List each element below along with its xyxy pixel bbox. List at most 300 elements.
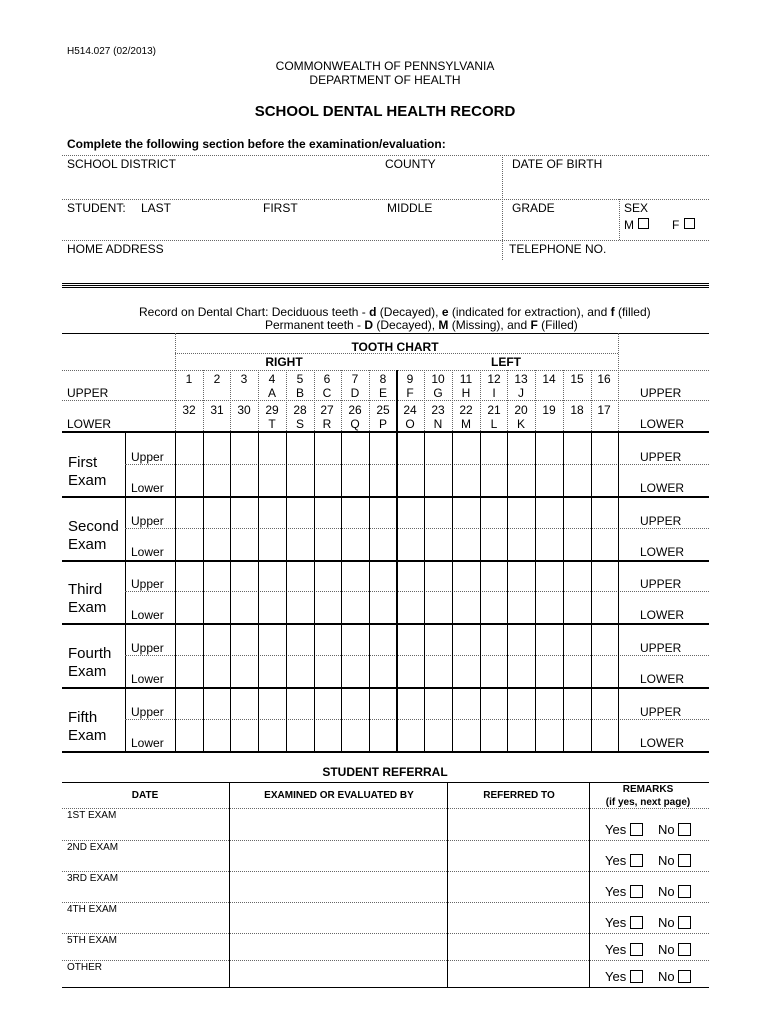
upper-tooth-cell[interactable] <box>481 562 507 590</box>
right-label: RIGHT <box>265 355 303 369</box>
lower-label-left: LOWER <box>67 417 112 431</box>
upper-tooth-cell[interactable] <box>425 499 451 527</box>
referral-title: STUDENT REFERRAL <box>322 765 448 779</box>
lower-tooth-cell[interactable] <box>342 657 368 685</box>
divider <box>563 370 564 431</box>
upper-tooth-number: 7 <box>351 372 359 386</box>
upper-tooth-cell[interactable] <box>453 626 479 654</box>
upper-tooth-cell[interactable] <box>481 690 507 718</box>
left-label: LEFT <box>491 355 521 369</box>
chart-header-border <box>62 431 709 433</box>
lower-tooth-letter: K <box>516 417 526 431</box>
upper-tooth-cell[interactable] <box>342 499 368 527</box>
upper-tooth-cell[interactable] <box>287 626 313 654</box>
lower-tooth-cell[interactable] <box>425 657 451 685</box>
lower-tooth-cell[interactable] <box>481 593 507 621</box>
lower-tooth-cell[interactable] <box>453 721 479 749</box>
upper-tooth-cell[interactable] <box>204 690 230 718</box>
section-separator <box>62 283 709 289</box>
upper-tooth-cell[interactable] <box>536 435 562 463</box>
upper-tooth-cell[interactable] <box>564 690 590 718</box>
upper-tooth-cell[interactable] <box>564 562 590 590</box>
lower-tooth-letter: R <box>322 417 332 431</box>
sex-female-checkbox[interactable] <box>684 218 695 229</box>
lower-tooth-cell[interactable] <box>342 721 368 749</box>
lower-tooth-cell[interactable] <box>204 466 230 494</box>
lower-tooth-cell[interactable] <box>592 593 618 621</box>
divider <box>62 871 709 872</box>
upper-tooth-cell[interactable] <box>204 499 230 527</box>
divider <box>341 370 342 431</box>
upper-tooth-cell[interactable] <box>398 435 424 463</box>
upper-tooth-cell[interactable] <box>425 690 451 718</box>
upper-tooth-number: 14 <box>542 372 556 386</box>
lower-tooth-cell[interactable] <box>453 593 479 621</box>
lower-tooth-letter: Q <box>350 417 360 431</box>
lower-tooth-cell[interactable] <box>231 530 257 558</box>
date-of-birth-label: DATE OF BIRTH <box>512 157 603 171</box>
form-title: SCHOOL DENTAL HEALTH RECORD <box>254 103 516 120</box>
upper-tooth-cell[interactable] <box>508 690 534 718</box>
exam-name-line2: Exam <box>68 536 107 553</box>
divider <box>125 655 709 656</box>
sex-male-checkbox[interactable] <box>638 218 649 229</box>
no-checkbox[interactable] <box>678 970 691 983</box>
lower-tooth-cell[interactable] <box>564 466 590 494</box>
upper-tooth-cell[interactable] <box>453 435 479 463</box>
upper-tooth-cell[interactable] <box>370 562 396 590</box>
divider <box>502 155 503 260</box>
yes-checkbox[interactable] <box>630 885 643 898</box>
upper-tooth-cell[interactable] <box>315 690 341 718</box>
upper-tooth-cell[interactable] <box>287 690 313 718</box>
upper-tooth-number: 6 <box>323 372 331 386</box>
lower-tooth-cell[interactable] <box>315 657 341 685</box>
sex-label: SEX <box>624 201 649 215</box>
referral-row-label: 3RD EXAM <box>67 873 119 884</box>
upper-tooth-cell[interactable] <box>315 435 341 463</box>
legend-deciduous: Record on Dental Chart: Deciduous teeth - d (Decayed), e (indicated for extraction), and f (filled) <box>139 305 651 319</box>
divider <box>507 370 508 431</box>
lower-tooth-cell[interactable] <box>315 530 341 558</box>
lower-tooth-cell[interactable] <box>287 657 313 685</box>
upper-tooth-cell[interactable] <box>315 562 341 590</box>
lower-tooth-cell[interactable] <box>287 593 313 621</box>
no-label: No <box>658 822 675 837</box>
yes-checkbox[interactable] <box>630 854 643 867</box>
no-label: No <box>658 942 675 957</box>
upper-tooth-cell[interactable] <box>536 499 562 527</box>
upper-label-left: UPPER <box>67 386 109 400</box>
divider <box>286 370 287 431</box>
exam-name-line1: Fifth <box>68 709 98 726</box>
lower-tooth-cell[interactable] <box>592 657 618 685</box>
divider <box>424 370 425 431</box>
lower-tooth-cell[interactable] <box>231 657 257 685</box>
lower-tooth-cell[interactable] <box>315 721 341 749</box>
lower-row-label: Lower <box>131 608 164 622</box>
divider <box>258 370 259 431</box>
yes-label: Yes <box>605 884 627 899</box>
lower-tooth-cell[interactable] <box>508 530 534 558</box>
lower-tooth-cell[interactable] <box>259 657 285 685</box>
upper-tooth-cell[interactable] <box>287 499 313 527</box>
upper-tooth-cell[interactable] <box>564 626 590 654</box>
divider <box>480 370 481 431</box>
lower-tooth-cell[interactable] <box>259 466 285 494</box>
school-district-label: SCHOOL DISTRICT <box>67 157 176 171</box>
upper-tooth-cell[interactable] <box>398 562 424 590</box>
lower-tooth-cell[interactable] <box>259 593 285 621</box>
lower-tooth-cell[interactable] <box>453 466 479 494</box>
upper-tooth-letter: A <box>267 386 277 400</box>
upper-tooth-number: 3 <box>240 372 248 386</box>
referral-row-label: 4TH EXAM <box>67 904 118 915</box>
upper-tooth-cell[interactable] <box>287 562 313 590</box>
lower-tooth-cell[interactable] <box>176 593 202 621</box>
lower-tooth-cell[interactable] <box>231 593 257 621</box>
lower-tooth-cell[interactable] <box>370 721 396 749</box>
exam-name-line1: First <box>68 454 98 471</box>
upper-tooth-cell[interactable] <box>259 690 285 718</box>
last-name-label: LAST <box>141 201 172 215</box>
lower-tooth-number: 30 <box>237 403 251 417</box>
lower-tooth-cell[interactable] <box>398 721 424 749</box>
divider <box>618 333 619 431</box>
upper-tooth-cell[interactable] <box>592 626 618 654</box>
upper-tooth-cell[interactable] <box>231 626 257 654</box>
lower-tooth-cell[interactable] <box>564 657 590 685</box>
lower-tooth-number: 27 <box>320 403 334 417</box>
upper-tooth-cell[interactable] <box>398 499 424 527</box>
divider <box>62 370 709 371</box>
lower-tooth-cell[interactable] <box>231 721 257 749</box>
upper-tooth-cell[interactable] <box>176 626 202 654</box>
lower-tooth-cell[interactable] <box>315 466 341 494</box>
upper-tooth-letter: C <box>322 386 332 400</box>
lower-tooth-cell[interactable] <box>453 530 479 558</box>
yes-label: Yes <box>605 969 627 984</box>
upper-tooth-letter: D <box>350 386 360 400</box>
sex-male-label: M <box>624 218 634 232</box>
lower-tooth-number: 24 <box>403 403 417 417</box>
upper-tooth-cell[interactable] <box>508 435 534 463</box>
lower-row-label: Lower <box>131 481 164 495</box>
upper-row-label: Upper <box>131 514 164 528</box>
lower-tooth-cell[interactable] <box>425 530 451 558</box>
lower-tooth-number: 32 <box>182 403 196 417</box>
referral-col-divider <box>447 782 448 987</box>
no-label: No <box>658 884 675 899</box>
lower-row-label-right: LOWER <box>640 608 685 622</box>
upper-tooth-cell[interactable] <box>176 690 202 718</box>
upper-row-label: Upper <box>131 641 164 655</box>
sex-female-label: F <box>672 218 680 232</box>
upper-tooth-cell[interactable] <box>342 562 368 590</box>
exam-name-line2: Exam <box>68 472 107 489</box>
upper-tooth-cell[interactable] <box>425 435 451 463</box>
lower-row-label: Lower <box>131 672 164 686</box>
divider <box>618 560 619 623</box>
upper-tooth-cell[interactable] <box>204 562 230 590</box>
yes-checkbox[interactable] <box>630 943 643 956</box>
lower-tooth-cell[interactable] <box>508 721 534 749</box>
lower-tooth-cell[interactable] <box>176 466 202 494</box>
lower-tooth-number: 26 <box>348 403 362 417</box>
upper-tooth-cell[interactable] <box>508 626 534 654</box>
lower-tooth-cell[interactable] <box>536 657 562 685</box>
no-label: No <box>658 915 675 930</box>
upper-tooth-cell[interactable] <box>536 562 562 590</box>
lower-tooth-cell[interactable] <box>287 466 313 494</box>
upper-tooth-cell[interactable] <box>592 562 618 590</box>
lower-tooth-cell[interactable] <box>204 657 230 685</box>
lower-tooth-cell[interactable] <box>398 530 424 558</box>
midline-divider <box>396 370 398 752</box>
upper-tooth-number: 1 <box>185 372 193 386</box>
referral-row-label: 1ST EXAM <box>67 810 117 821</box>
upper-tooth-cell[interactable] <box>453 562 479 590</box>
exam-name-line2: Exam <box>68 599 107 616</box>
no-checkbox[interactable] <box>678 885 691 898</box>
divider <box>203 370 204 431</box>
upper-tooth-cell[interactable] <box>259 626 285 654</box>
upper-tooth-cell[interactable] <box>592 435 618 463</box>
lower-tooth-cell[interactable] <box>204 530 230 558</box>
upper-tooth-cell[interactable] <box>564 499 590 527</box>
lower-tooth-cell[interactable] <box>176 657 202 685</box>
upper-tooth-cell[interactable] <box>508 499 534 527</box>
upper-tooth-cell[interactable] <box>536 626 562 654</box>
yes-checkbox[interactable] <box>630 970 643 983</box>
upper-tooth-cell[interactable] <box>370 499 396 527</box>
lower-tooth-cell[interactable] <box>564 721 590 749</box>
first-name-label: FIRST <box>263 201 298 215</box>
upper-tooth-cell[interactable] <box>370 626 396 654</box>
divider <box>125 528 709 529</box>
upper-tooth-cell[interactable] <box>425 626 451 654</box>
referral-remarks-header: REMARKS <box>622 784 674 795</box>
lower-tooth-cell[interactable] <box>370 530 396 558</box>
upper-row-label: Upper <box>131 705 164 719</box>
upper-tooth-number: 15 <box>570 372 584 386</box>
upper-tooth-cell[interactable] <box>398 626 424 654</box>
lower-tooth-number: 20 <box>514 403 528 417</box>
divider <box>62 808 709 809</box>
divider <box>62 960 709 961</box>
no-label: No <box>658 853 675 868</box>
chart-top-border <box>62 333 709 334</box>
no-checkbox[interactable] <box>678 916 691 929</box>
divider <box>618 688 619 751</box>
upper-tooth-cell[interactable] <box>508 562 534 590</box>
upper-tooth-cell[interactable] <box>592 499 618 527</box>
lower-tooth-cell[interactable] <box>481 657 507 685</box>
upper-tooth-number: 5 <box>296 372 304 386</box>
lower-tooth-cell[interactable] <box>370 593 396 621</box>
upper-tooth-cell[interactable] <box>481 499 507 527</box>
upper-tooth-cell[interactable] <box>564 435 590 463</box>
lower-tooth-cell[interactable] <box>481 721 507 749</box>
lower-tooth-cell[interactable] <box>231 466 257 494</box>
lower-tooth-cell[interactable] <box>398 657 424 685</box>
lower-tooth-cell[interactable] <box>259 530 285 558</box>
lower-tooth-cell[interactable] <box>592 466 618 494</box>
referral-remarks-note: (if yes, next page) <box>605 797 691 808</box>
upper-row-label-right: UPPER <box>640 450 682 464</box>
referral-col-divider <box>589 782 590 987</box>
lower-tooth-cell[interactable] <box>481 466 507 494</box>
upper-tooth-cell[interactable] <box>453 499 479 527</box>
upper-tooth-cell[interactable] <box>425 562 451 590</box>
lower-tooth-cell[interactable] <box>536 593 562 621</box>
upper-tooth-cell[interactable] <box>342 435 368 463</box>
legend-permanent: Permanent teeth - D (Decayed), M (Missing), and F (Filled) <box>265 318 578 332</box>
lower-tooth-cell[interactable] <box>536 466 562 494</box>
divider <box>62 400 709 401</box>
lower-tooth-cell[interactable] <box>564 530 590 558</box>
upper-tooth-cell[interactable] <box>481 435 507 463</box>
lower-tooth-cell[interactable] <box>425 466 451 494</box>
lower-tooth-cell[interactable] <box>342 466 368 494</box>
exam-block-border <box>62 623 709 625</box>
divider <box>62 902 709 903</box>
upper-row-label-right: UPPER <box>640 641 682 655</box>
lower-tooth-cell[interactable] <box>342 530 368 558</box>
lower-tooth-cell[interactable] <box>508 593 534 621</box>
yes-checkbox[interactable] <box>630 916 643 929</box>
upper-tooth-cell[interactable] <box>176 435 202 463</box>
referral-row-label: 5TH EXAM <box>67 935 118 946</box>
referral-row-label: 2ND EXAM <box>67 842 119 853</box>
divider <box>618 433 619 496</box>
student-label: STUDENT: <box>67 201 126 215</box>
lower-tooth-number: 21 <box>487 403 501 417</box>
lower-tooth-number: 17 <box>597 403 611 417</box>
upper-tooth-cell[interactable] <box>398 690 424 718</box>
upper-tooth-cell[interactable] <box>370 435 396 463</box>
lower-tooth-letter: P <box>378 417 388 431</box>
exam-name-line1: Third <box>68 581 103 598</box>
lower-tooth-cell[interactable] <box>259 721 285 749</box>
lower-tooth-cell[interactable] <box>592 721 618 749</box>
lower-tooth-letter: N <box>433 417 443 431</box>
upper-tooth-cell[interactable] <box>231 562 257 590</box>
lower-row-label-right: LOWER <box>640 672 685 686</box>
divider <box>452 370 453 431</box>
commonwealth-heading: COMMONWEALTH OF PENNSYLVANIA <box>275 59 495 73</box>
lower-tooth-cell[interactable] <box>508 657 534 685</box>
referral-date-header: DATE <box>131 790 159 801</box>
lower-tooth-letter: S <box>295 417 305 431</box>
no-checkbox[interactable] <box>678 943 691 956</box>
upper-tooth-cell[interactable] <box>204 626 230 654</box>
upper-tooth-cell[interactable] <box>287 435 313 463</box>
referral-referred-header: REFERRED TO <box>483 790 555 801</box>
yes-label: Yes <box>605 915 627 930</box>
lower-tooth-cell[interactable] <box>370 466 396 494</box>
lower-tooth-cell[interactable] <box>370 657 396 685</box>
lower-tooth-cell[interactable] <box>481 530 507 558</box>
lower-tooth-cell[interactable] <box>453 657 479 685</box>
upper-tooth-cell[interactable] <box>536 690 562 718</box>
upper-tooth-cell[interactable] <box>592 690 618 718</box>
upper-tooth-cell[interactable] <box>315 499 341 527</box>
section-instruction: Complete the following section before the examination/evaluation: <box>67 137 446 151</box>
lower-tooth-cell[interactable] <box>342 593 368 621</box>
upper-tooth-cell[interactable] <box>259 435 285 463</box>
lower-tooth-number: 28 <box>293 403 307 417</box>
upper-tooth-cell[interactable] <box>176 499 202 527</box>
lower-tooth-cell[interactable] <box>425 721 451 749</box>
tooth-chart-title: TOOTH CHART <box>351 340 439 354</box>
divider <box>230 370 231 431</box>
lower-tooth-letter: L <box>490 417 498 431</box>
exam-block-border <box>62 687 709 689</box>
upper-tooth-cell[interactable] <box>259 562 285 590</box>
upper-tooth-cell[interactable] <box>370 690 396 718</box>
upper-row-label-right: UPPER <box>640 705 682 719</box>
lower-tooth-cell[interactable] <box>536 721 562 749</box>
upper-tooth-cell[interactable] <box>315 626 341 654</box>
lower-tooth-cell[interactable] <box>315 593 341 621</box>
upper-tooth-cell[interactable] <box>231 435 257 463</box>
yes-label: Yes <box>605 942 627 957</box>
lower-tooth-cell[interactable] <box>204 721 230 749</box>
upper-tooth-cell[interactable] <box>231 690 257 718</box>
lower-tooth-cell[interactable] <box>425 593 451 621</box>
upper-tooth-number: 12 <box>487 372 501 386</box>
lower-tooth-cell[interactable] <box>204 593 230 621</box>
upper-row-label-right: UPPER <box>640 577 682 591</box>
upper-tooth-cell[interactable] <box>342 626 368 654</box>
exam-name-line2: Exam <box>68 663 107 680</box>
lower-tooth-cell[interactable] <box>592 530 618 558</box>
county-label: COUNTY <box>385 157 436 171</box>
lower-row-label-right: LOWER <box>640 481 685 495</box>
lower-tooth-cell[interactable] <box>398 466 424 494</box>
upper-tooth-cell[interactable] <box>204 435 230 463</box>
lower-tooth-cell[interactable] <box>536 530 562 558</box>
lower-tooth-cell[interactable] <box>176 530 202 558</box>
lower-tooth-cell[interactable] <box>508 466 534 494</box>
lower-tooth-cell[interactable] <box>176 721 202 749</box>
lower-tooth-number: 29 <box>265 403 279 417</box>
upper-row-label: Upper <box>131 450 164 464</box>
lower-tooth-cell[interactable] <box>398 593 424 621</box>
no-checkbox[interactable] <box>678 823 691 836</box>
upper-row-label: Upper <box>131 577 164 591</box>
upper-tooth-cell[interactable] <box>453 690 479 718</box>
yes-label: Yes <box>605 822 627 837</box>
upper-tooth-cell[interactable] <box>259 499 285 527</box>
no-checkbox[interactable] <box>678 854 691 867</box>
lower-tooth-cell[interactable] <box>287 530 313 558</box>
referral-row-label: OTHER <box>67 962 102 973</box>
lower-tooth-number: 18 <box>570 403 584 417</box>
yes-checkbox[interactable] <box>630 823 643 836</box>
upper-tooth-cell[interactable] <box>231 499 257 527</box>
lower-tooth-letter: M <box>461 417 471 431</box>
upper-tooth-cell[interactable] <box>176 562 202 590</box>
upper-tooth-cell[interactable] <box>481 626 507 654</box>
divider <box>62 155 709 156</box>
lower-tooth-cell[interactable] <box>287 721 313 749</box>
upper-tooth-letter: E <box>378 386 388 400</box>
upper-tooth-cell[interactable] <box>342 690 368 718</box>
lower-tooth-cell[interactable] <box>564 593 590 621</box>
upper-tooth-letter: J <box>518 386 524 400</box>
